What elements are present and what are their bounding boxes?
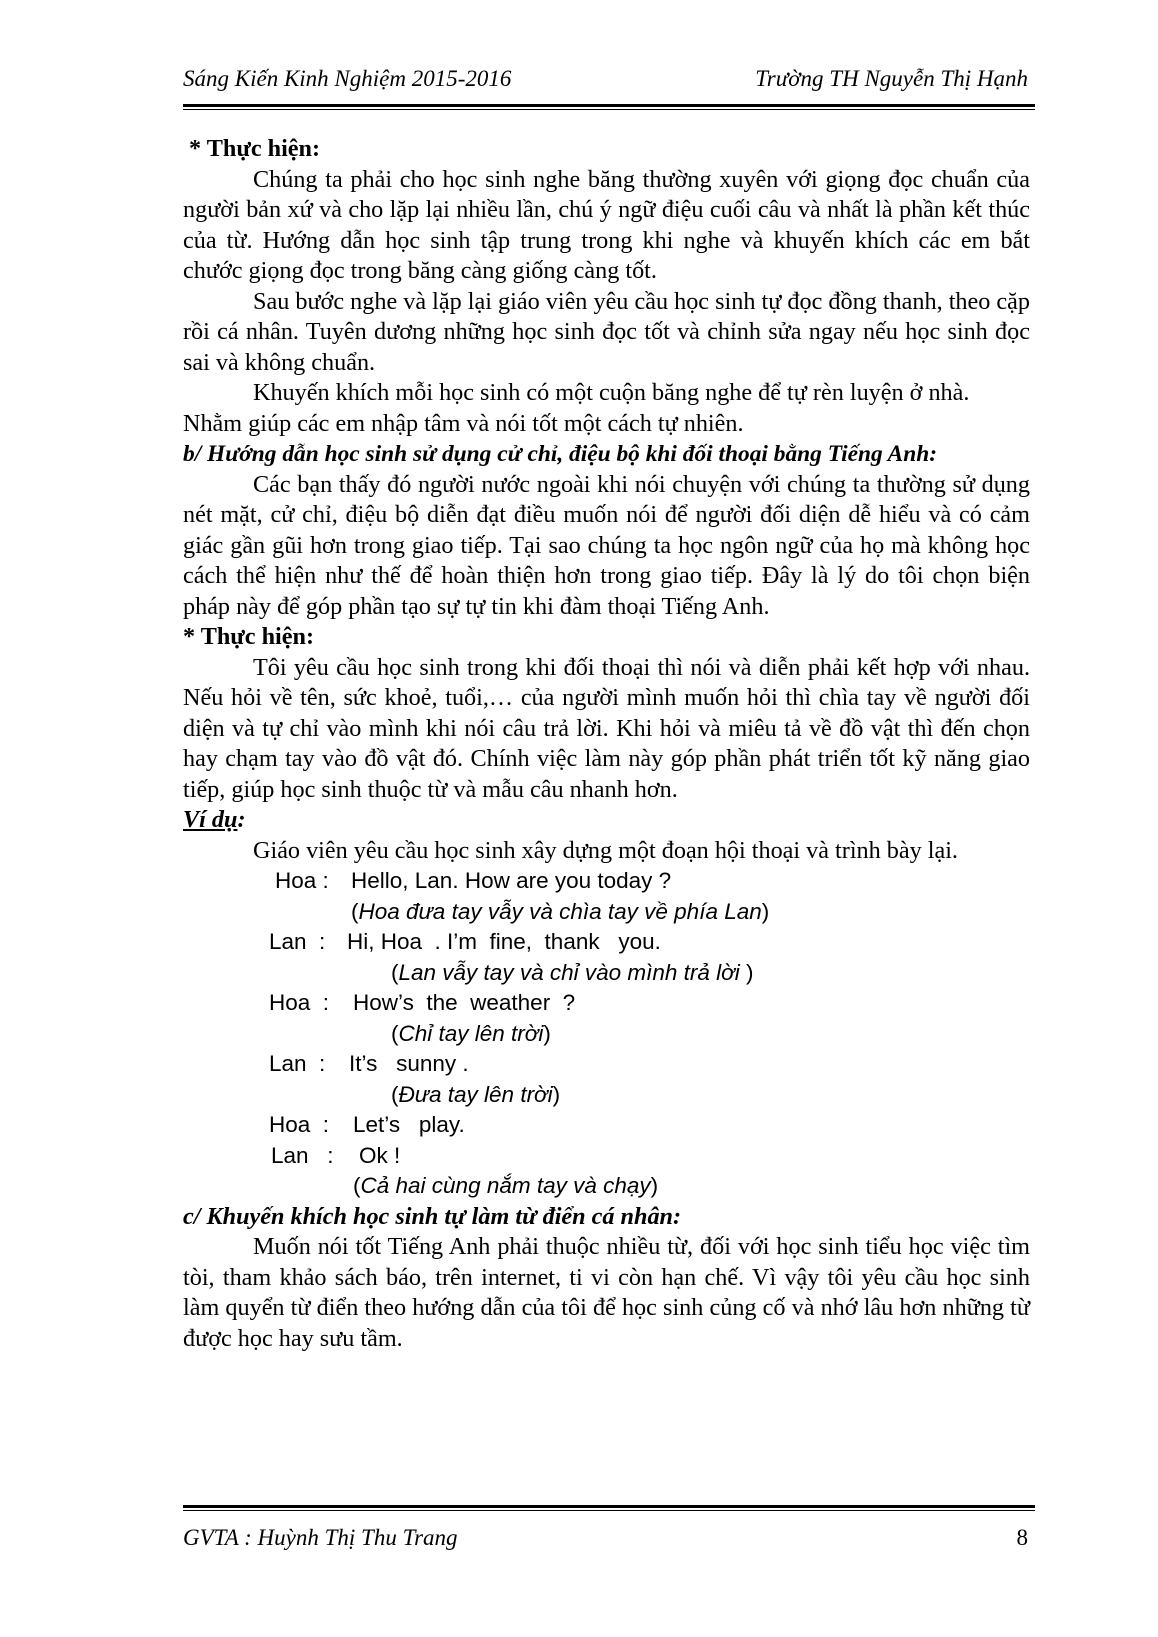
dialogue-line bbox=[183, 866, 1030, 897]
page-header bbox=[183, 66, 1028, 96]
dialogue-action: (Hoa đưa tay vẫy và chìa tay về phía Lan) bbox=[351, 898, 770, 924]
footer-author: GVTA : Huỳnh Thị Thu Trang bbox=[183, 1525, 458, 1550]
utterance: Hi, Hoa . I’m fine, thank you. bbox=[347, 929, 661, 954]
header-title: Sáng Kiến Kinh Nghiệm 2015-2016 bbox=[183, 66, 512, 91]
dialogue-line bbox=[183, 988, 1030, 1019]
dialogue-action: (Lan vẫy tay và chỉ vào mình trả lời ) bbox=[391, 959, 754, 985]
speaker: Hoa : bbox=[275, 868, 329, 893]
action-text: Đưa tay lên trời bbox=[398, 1081, 553, 1107]
action-text: Cả hai cùng nắm tay và chạy bbox=[360, 1173, 651, 1198]
paragraph: Muốn nói tốt Tiếng Anh phải thuộc nhiều từ, đối với học sinh tiểu học việc tìm tòi, tham khảo sách báo, trên internet, ti vi còn hạn chế. Vì vậy tôi yêu cầu học sinh làm quyển từ điển theo hướng dẫn của tôi để học sinh củng cố và nhớ lâu hơn những từ được học hay sưu tầm. bbox=[183, 1233, 1030, 1352]
utterance: Hello, Lan. How are you today ? bbox=[351, 868, 672, 893]
speaker: Hoa : bbox=[269, 990, 330, 1015]
dialogue-line bbox=[183, 927, 1030, 958]
dialogue-line bbox=[183, 1110, 1030, 1141]
page-number: 8 bbox=[1016, 1525, 1028, 1550]
paragraph: Các bạn thấy đó người nước ngoài khi nói chuyện với chúng ta thường sử dụng nét mặt, cử chỉ, điệu bộ diễn đạt điều muốn nói để người đối diện dễ hiểu và có cảm giác gần gũi hơn trong giao tiếp. Tại sao chúng ta học ngôn ngữ của họ mà không học cách thể hiện như thế để hoàn thiện hơn trong giao tiếp. Đây là lý do tôi chọn biện pháp này để góp phần tạo sự tự tin khi đàm thoại Tiếng Anh. bbox=[183, 470, 1030, 620]
utterance: How’s the weather ? bbox=[353, 990, 576, 1015]
action-text: Lan vẫy tay và chỉ vào mình trả lời bbox=[398, 959, 747, 985]
heading-vi-du bbox=[183, 805, 1030, 836]
action-text: Hoa đưa tay vẫy và chìa tay về phía Lan bbox=[358, 898, 762, 924]
utterance: Let’s play. bbox=[353, 1112, 465, 1137]
paragraph: Khuyến khích mỗi học sinh có một cuộn băng nghe để tự rèn luyện ở nhà. bbox=[253, 379, 970, 406]
dialogue-line bbox=[183, 1049, 1030, 1080]
utterance: It’s sunny . bbox=[349, 1051, 469, 1076]
dialogue-action: (Cả hai cùng nắm tay và chạy) bbox=[353, 1173, 659, 1198]
paragraph: Sau bước nghe và lặp lại giáo viên yêu cầu học sinh tự đọc đồng thanh, theo cặp rồi cá nhân. Tuyên dương những học sinh đọc tốt và chỉnh sửa ngay nếu học sinh đọc sai và không chuẩn. bbox=[183, 287, 1030, 376]
heading-thuc-hien-2: * Thực hiện: bbox=[183, 623, 314, 650]
speaker: Lan : bbox=[269, 1051, 326, 1076]
heading-thuc-hien-1: * Thực hiện: bbox=[183, 135, 321, 162]
dialogue-action: (Chỉ tay lên trời) bbox=[391, 1020, 551, 1046]
speaker: Hoa : bbox=[269, 1112, 330, 1137]
paragraph: Tôi yêu cầu học sinh trong khi đối thoại thì nói và diễn phải kết hợp với nhau. Nếu hỏi về tên, sức khoẻ, tuổi,… của người mình muốn hỏi thì chìa tay về người đối diện và tự chỉ vào mình khi nói câu trả lời. Khi hỏi và miêu tả về đồ vật thì đến chọn hay chạm tay vào đồ vật đó. Chính việc làm này góp phần phát triển tốt kỹ năng giao tiếp, giúp học sinh thuộc từ và mẫu câu nhanh hơn. bbox=[183, 653, 1030, 803]
vi-du-label: Ví dụ bbox=[183, 806, 238, 833]
header-rule bbox=[183, 104, 1035, 110]
dialogue-line bbox=[183, 1141, 1030, 1172]
paragraph: Chúng ta phải cho học sinh nghe băng thường xuyên với giọng đọc chuẩn của người bản xứ và cho lặp lại nhiều lần, chú ý ngữ điệu cuối câu và nhất là phần kết thúc của từ. Hướng dẫn học sinh tập trung trong khi nghe và khuyến khích các em bắt chước giọng đọc trong băng càng giống càng tốt. bbox=[183, 165, 1030, 284]
action-text: Chỉ tay lên trời bbox=[398, 1020, 544, 1046]
dialogue-intro: Giáo viên yêu cầu học sinh xây dựng một đoạn hội thoại và trình bày lại. bbox=[253, 836, 958, 864]
heading-section-b: b/ Hướng dẫn học sinh sử dụng cử chỉ, điệu bộ khi đối thoại bằng Tiếng Anh: bbox=[183, 441, 938, 467]
header-school: Trường TH Nguyễn Thị Hạnh bbox=[755, 66, 1028, 91]
speaker: Lan : bbox=[271, 1142, 334, 1168]
vi-du-colon: : bbox=[237, 806, 246, 833]
utterance: Ok ! bbox=[359, 1142, 401, 1168]
page-footer bbox=[183, 1525, 1028, 1555]
heading-section-c: c/ Khuyến khích học sinh tự làm từ điển cá nhân: bbox=[183, 1202, 682, 1230]
speaker: Lan : bbox=[269, 929, 326, 954]
page-body bbox=[183, 134, 1030, 1354]
paragraph: Nhằm giúp các em nhập tâm và nói tốt một cách tự nhiên. bbox=[183, 409, 744, 437]
footer-rule bbox=[183, 1505, 1035, 1511]
dialogue-action: (Đưa tay lên trời) bbox=[391, 1081, 561, 1107]
dialogue bbox=[183, 866, 1030, 1202]
